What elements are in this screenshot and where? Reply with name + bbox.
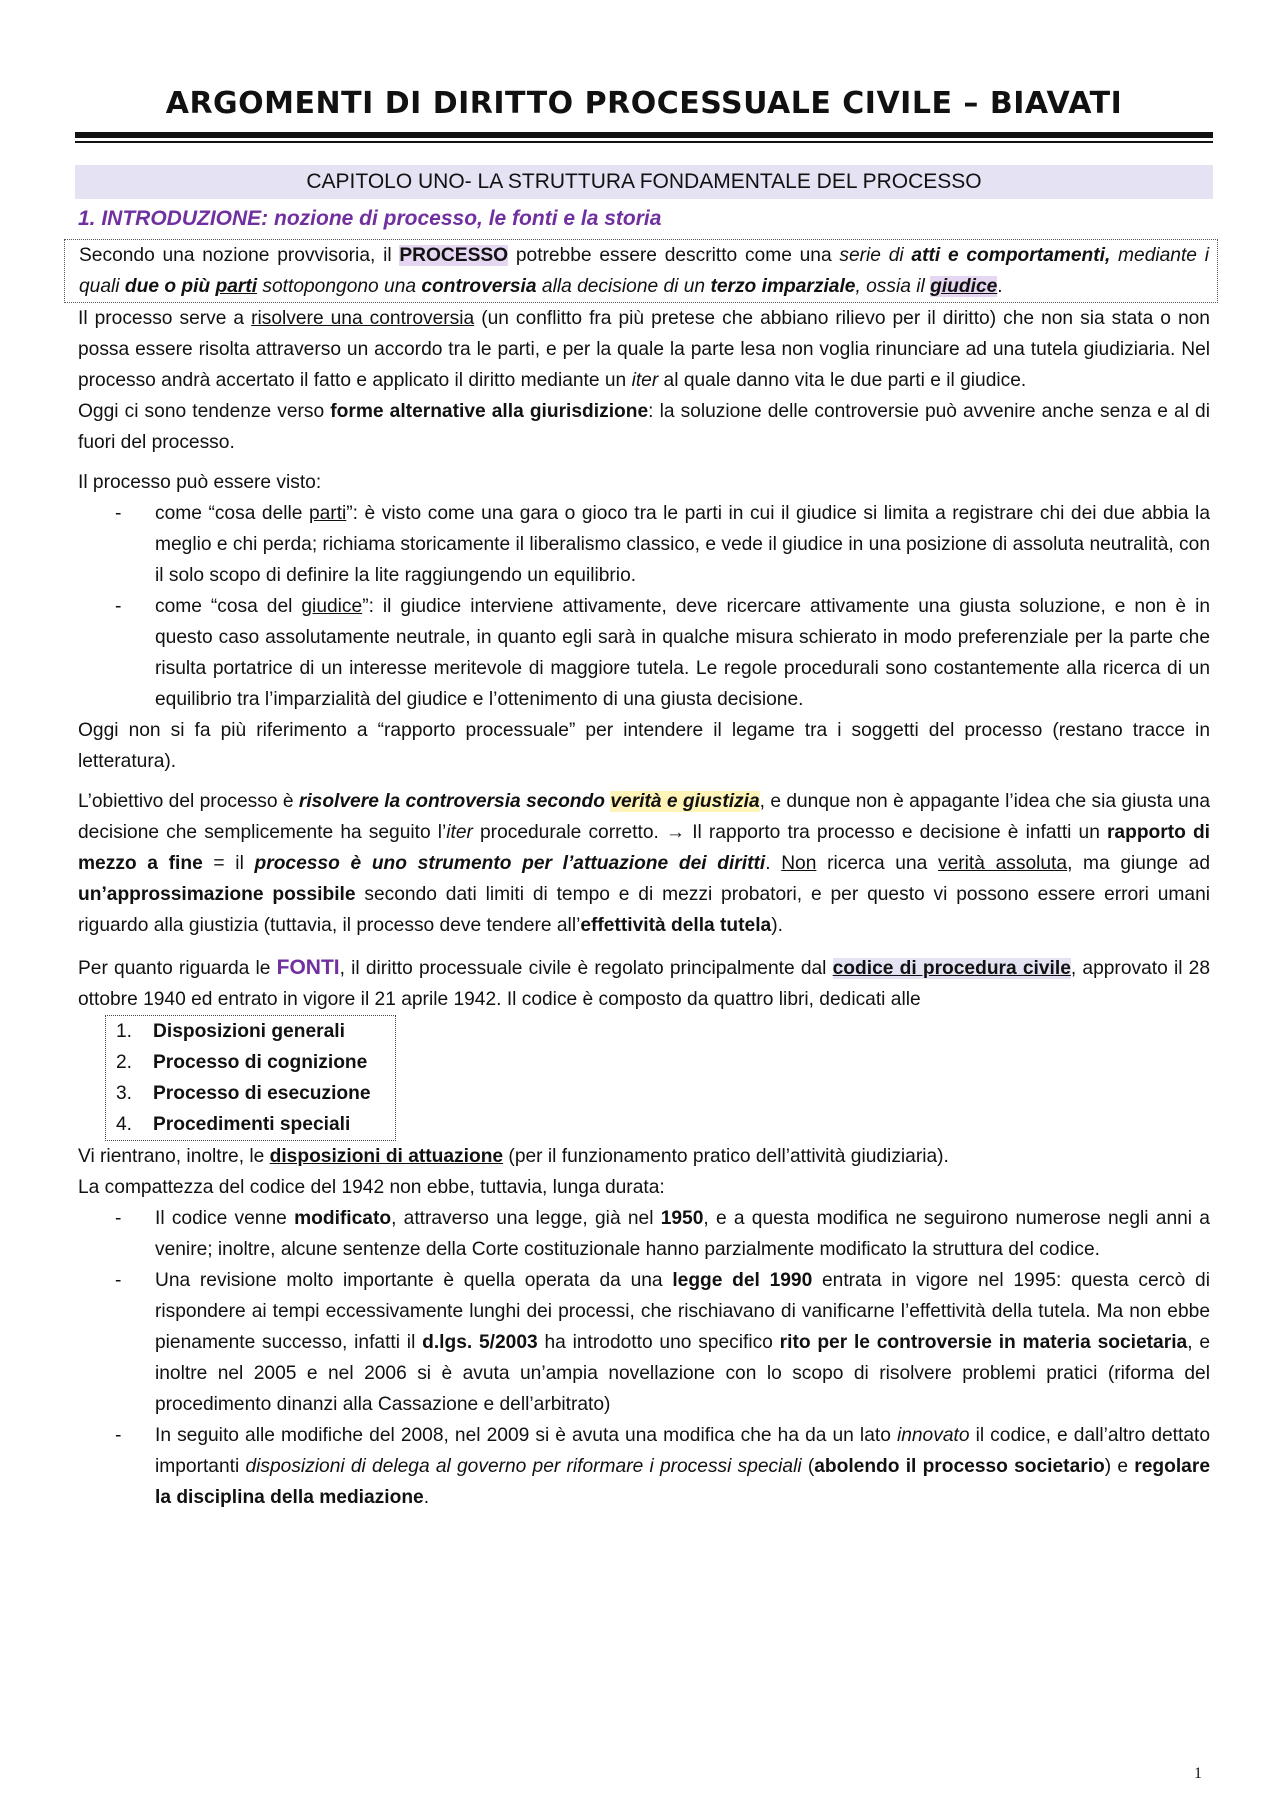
chapter-heading: CAPITOLO UNO- LA STRUTTURA FONDAMENTALE DEL PROCESSO — [75, 165, 1213, 199]
definition-box — [64, 239, 1218, 303]
scope-paragraph: Il processo serve a risolvere una controversia (un conflitto fra più pretese che abbiano rilievo per il diritto) che non sia stata o non possa essere risolta attraverso un accordo tra le parti, e per la quale la parte lesa non voglia rinunciare ad una tutela giudiziaria. Nel processo andrà accertato il fatto e applicato il diritto mediante un iter al quale danno vita le due parti e il giudice. — [78, 308, 1210, 391]
book-item: 2. Processo di cognizione — [116, 1052, 368, 1073]
fonti-paragraph: Per quanto riguarda le FONTI, il diritto processuale civile è regolato principalmente dal codice di procedura civile, approvato il 28 ottobre 1940 ed entrato in vigore il 21 aprile 1942. Il codice è composto da quattro libri, dedicati alle — [78, 956, 1210, 1010]
codice-highlight: codice di procedura civile — [832, 958, 1071, 979]
fonti-label: FONTI — [276, 956, 340, 979]
attuazione-paragraph: Vi rientrano, inoltre, le disposizioni di attuazione (per il funzionamento pratico dell’attività giudiziaria). — [78, 1146, 949, 1167]
definition-paragraph: Secondo una nozione provvisoria, il PROCESSO potrebbe essere descritto come una serie di atti e comportamenti, mediante i quali due o più parti sottopongono una controversia alla decisione di un terzo imparziale, ossia il giudice. — [79, 245, 1209, 297]
list-item: - come “cosa delle parti”: è visto come una gara o gioco tra le parti in cui il giudice si limita a registrare chi dei due abbia la meglio e chi perda; richiama storicamente il liberalismo classico, e vede il giudice in una posizione di assoluta neutralità, con il solo scopo di definire la lite raggiungendo un equilibrio. — [115, 503, 1210, 586]
processo-highlight: PROCESSO — [399, 245, 509, 266]
book-item: 4. Procedimenti speciali — [116, 1114, 351, 1135]
history-list — [78, 1203, 1210, 1513]
book-item: 1. Disposizioni generali — [116, 1021, 345, 1042]
objective-paragraph: L’obiettivo del processo è risolvere la controversia secondo verità e giustizia, e dunque non è appagante l’idea che sia giusta una decisione che semplicemente ha seguito l’iter procedurale corretto. → Il rapporto tra processo e decisione è infatti un rapporto di mezzo a fine = il processo è uno strumento per l’attuazione dei diritti. Non ricerca una verità assoluta, ma giunge ad un’approssimazione possibile secondo dati limiti di tempo e di mezzi probatori, e per questo vi possono essere errori umani riguardo alla giustizia (tuttavia, il processo deve tendere all’effettività della tutela). — [78, 791, 1211, 936]
book-item: 3. Processo di esecuzione — [116, 1083, 371, 1104]
giudice-highlight: giudice — [930, 276, 998, 297]
section-heading: 1. INTRODUZIONE: nozione di processo, le fonti e la storia — [78, 207, 662, 230]
alternatives-paragraph: Oggi ci sono tendenze verso forme alternative alla giurisdizione: la soluzione delle controversie può avvenire anche senza e al di fuori del processo. — [78, 401, 1210, 453]
document-title: ARGOMENTI DI DIRITTO PROCESSUALE CIVILE – BIAVATI — [165, 86, 1123, 121]
views-list — [78, 498, 1210, 715]
views-intro: Il processo può essere visto: — [78, 472, 322, 493]
verita-highlight: verità e giustizia — [610, 791, 760, 812]
rapporto-paragraph: Oggi non si fa più riferimento a “rapporto processuale” per intendere il legame tra i soggetti del processo (restano tracce in letteratura). — [78, 720, 1210, 772]
list-item: - come “cosa del giudice”: il giudice interviene attivamente, deve ricercare attivamente una giusta soluzione, e non è in questo caso assolutamente neutrale, in quanto egli sarà in qualche misura schierato in modo preferenziale per la parte che risulta portatrice di un interesse meritevole di maggiore tutela. Le regole procedurali sono costantemente alla ricerca di un equilibrio tra l’imparzialità del giudice e l’ottenimento di una giusta decisione. — [115, 596, 1211, 710]
page-number: 1 — [1194, 1765, 1202, 1782]
body-text — [78, 239, 1210, 1513]
list-item: - Una revisione molto importante è quella operata da una legge del 1990 entrata in vigore nel 1995: questa cercò di rispondere ai tempi eccessivamente lunghi dei processi, che rischiavano di vanificarne l’effettività della tutela. Ma non ebbe pienamente successo, infatti il d.lgs. 5/2003 ha introdotto uno specifico rito per le controversie in materia societaria, e inoltre nel 2005 e nel 2006 si è avuta un’ampia novellazione con lo scopo di risolvere problemi pratici (riforma del procedimento dinanzi alla Cassazione e dell’arbitrato) — [115, 1270, 1210, 1415]
title-rule-thin — [75, 141, 1213, 143]
history-intro: La compattezza del codice del 1942 non ebbe, tuttavia, lunga durata: — [78, 1177, 665, 1198]
books-box — [105, 1015, 396, 1141]
title-rule-thick — [75, 132, 1213, 138]
list-item: - Il codice venne modificato, attraverso una legge, già nel 1950, e a questa modifica ne seguirono numerose negli anni a venire; inoltre, alcune sentenze della Corte costituzionale hanno parzialmente modificato la struttura del codice. — [115, 1208, 1210, 1260]
list-item: - In seguito alle modifiche del 2008, nel 2009 si è avuta una modifica che ha da un lato innovato il codice, e dall’altro dettato importanti disposizioni di delega al governo per riformare i processi speciali (abolendo il processo societario) e regolare la disciplina della mediazione. — [115, 1425, 1210, 1508]
